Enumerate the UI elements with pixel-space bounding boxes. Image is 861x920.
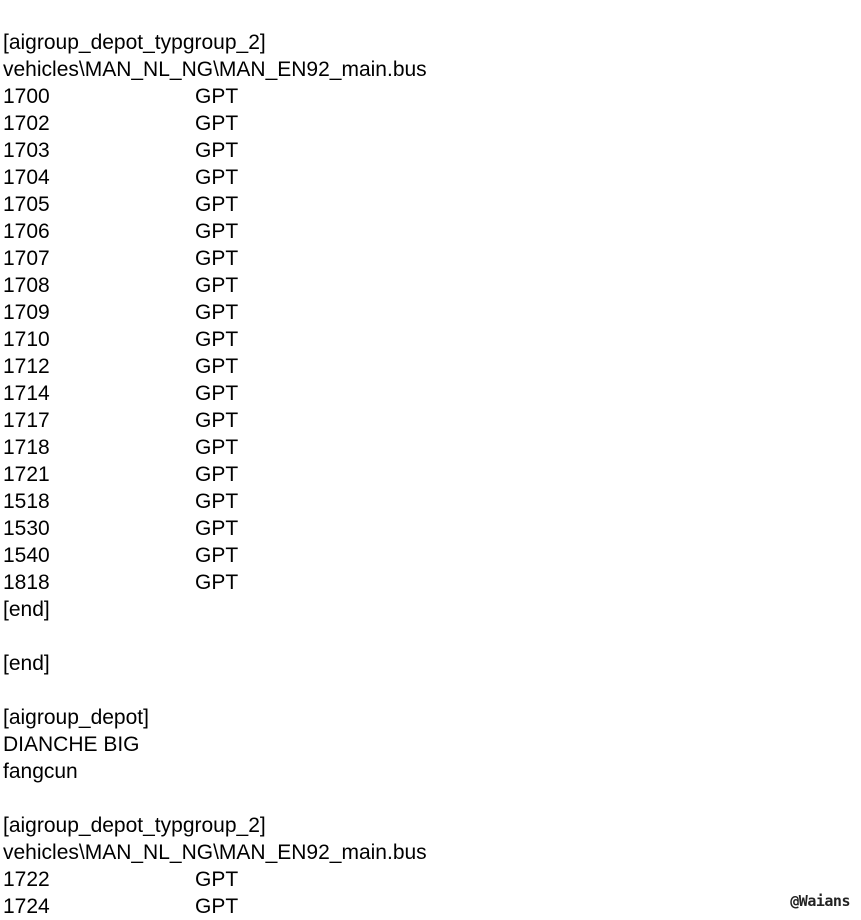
vehicle-id: 1704 [3, 166, 50, 189]
vehicle-id: 1530 [3, 517, 50, 540]
vehicle-row [3, 569, 853, 596]
vehicle-id: 1700 [3, 85, 50, 108]
vehicle-row [3, 353, 853, 380]
vehicle-code: GPT [195, 868, 239, 891]
vehicle-row [3, 272, 853, 299]
depot-location: fangcun [3, 760, 78, 783]
vehicle-row [3, 326, 853, 353]
section-header: [aigroup_depot] [3, 706, 149, 729]
vehicle-row [3, 110, 853, 137]
vehicle-id: 1709 [3, 301, 50, 324]
vehicle-id: 1703 [3, 139, 50, 162]
vehicle-id: 1724 [3, 895, 50, 918]
vehicle-id: 1707 [3, 247, 50, 270]
vehicle-row [3, 83, 853, 110]
vehicle-id: 1712 [3, 355, 50, 378]
vehicle-code: GPT [195, 193, 239, 216]
vehicle-row [3, 893, 853, 920]
vehicle-row [3, 380, 853, 407]
vehicle-row [3, 407, 853, 434]
vehicle-row [3, 245, 853, 272]
vehicle-code: GPT [195, 139, 239, 162]
section-header: [aigroup_depot_typgroup_2] [3, 814, 266, 837]
vehicle-code: GPT [195, 220, 239, 243]
vehicle-code: GPT [195, 328, 239, 351]
vehicle-id: 1702 [3, 112, 50, 135]
watermark: @Waians [790, 892, 850, 910]
vehicle-code: GPT [195, 382, 239, 405]
vehicle-row [3, 434, 853, 461]
vehicle-code: GPT [195, 85, 239, 108]
vehicle-row [3, 164, 853, 191]
vehicle-id: 1717 [3, 409, 50, 432]
blank-line [3, 677, 853, 704]
vehicle-code: GPT [195, 112, 239, 135]
vehicle-code: GPT [195, 517, 239, 540]
section-header: [aigroup_depot_typgroup_2] [3, 31, 266, 54]
vehicle-id: 1540 [3, 544, 50, 567]
vehicle-id: 1714 [3, 382, 50, 405]
vehicle-row [3, 488, 853, 515]
vehicle-id: 1721 [3, 463, 50, 486]
vehicle-id: 1706 [3, 220, 50, 243]
vehicle-code: GPT [195, 355, 239, 378]
document-text [3, 29, 853, 920]
vehicle-code: GPT [195, 544, 239, 567]
vehicle-row [3, 137, 853, 164]
vehicle-row [3, 515, 853, 542]
vehicle-id: 1518 [3, 490, 50, 513]
vehicle-row [3, 191, 853, 218]
vehicle-code: GPT [195, 166, 239, 189]
vehicle-id: 1818 [3, 571, 50, 594]
vehicle-list [3, 866, 853, 920]
depot-name: DIANCHE BIG [3, 733, 140, 756]
vehicle-id: 1722 [3, 868, 50, 891]
vehicle-code: GPT [195, 571, 239, 594]
vehicle-code: GPT [195, 247, 239, 270]
vehicle-id: 1710 [3, 328, 50, 351]
vehicle-path: vehicles\MAN_NL_NG\MAN_EN92_main.bus [3, 58, 427, 81]
vehicle-list [3, 83, 853, 596]
blank-line [3, 623, 853, 650]
vehicle-code: GPT [195, 301, 239, 324]
vehicle-code: GPT [195, 409, 239, 432]
end-marker: [end] [3, 652, 50, 675]
vehicle-code: GPT [195, 895, 239, 918]
vehicle-row [3, 866, 853, 893]
vehicle-row [3, 218, 853, 245]
vehicle-code: GPT [195, 463, 239, 486]
end-marker: [end] [3, 598, 50, 621]
blank-line [3, 785, 853, 812]
vehicle-id: 1718 [3, 436, 50, 459]
vehicle-row [3, 542, 853, 569]
vehicle-code: GPT [195, 436, 239, 459]
vehicle-row [3, 299, 853, 326]
vehicle-code: GPT [195, 490, 239, 513]
vehicle-path: vehicles\MAN_NL_NG\MAN_EN92_main.bus [3, 841, 427, 864]
vehicle-id: 1705 [3, 193, 50, 216]
vehicle-code: GPT [195, 274, 239, 297]
vehicle-id: 1708 [3, 274, 50, 297]
vehicle-row [3, 461, 853, 488]
